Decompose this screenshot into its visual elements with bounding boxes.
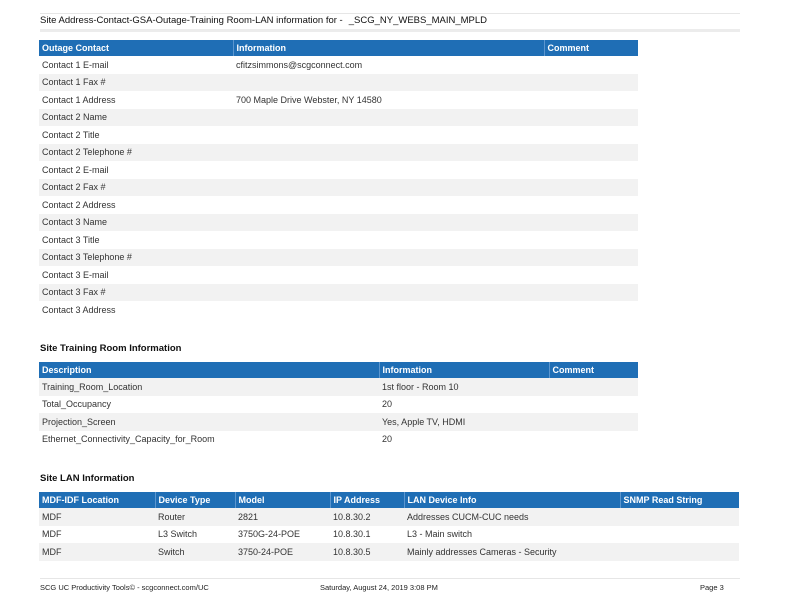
footer-rule	[40, 578, 740, 579]
table-cell	[233, 196, 544, 214]
table-cell	[233, 161, 544, 179]
col-comment: Comment	[549, 362, 638, 378]
table-cell: 700 Maple Drive Webster, NY 14580	[236, 94, 382, 105]
table-row	[39, 214, 638, 232]
table-cell: Addresses CUCM-CUC needs	[404, 508, 620, 526]
table-cell: Contact 2 Title	[42, 129, 100, 140]
col-ip-address: IP Address	[330, 492, 404, 508]
table-cell	[233, 126, 544, 144]
col-snmp-read-string: SNMP Read String	[620, 492, 739, 508]
table-cell: Switch	[155, 543, 235, 561]
table-row	[39, 231, 638, 249]
site-name: _SCG_NY_WEBS_MAIN_MPLD	[348, 15, 488, 26]
table-row	[39, 126, 638, 144]
table-cell	[620, 526, 739, 544]
table-cell	[233, 249, 544, 267]
table-cell: Router	[155, 508, 235, 526]
table-cell	[233, 144, 544, 162]
col-model: Model	[235, 492, 330, 508]
lan-header-row	[39, 492, 739, 508]
table-cell: Contact 2 Fax #	[39, 179, 233, 197]
table-row	[39, 526, 739, 544]
table-cell: L3 - Main switch	[407, 529, 473, 540]
table-cell: Total_Occupancy	[42, 399, 112, 410]
table-cell: 10.8.30.5	[330, 543, 404, 561]
lan-table	[39, 492, 739, 561]
table-cell: MDF	[42, 529, 62, 540]
table-cell	[544, 179, 638, 197]
table-row	[39, 144, 638, 162]
table-cell: Yes, Apple TV, HDMI	[379, 413, 549, 431]
table-cell: 2821	[235, 508, 330, 526]
table-cell	[549, 396, 638, 414]
table-row	[39, 413, 638, 431]
table-row	[39, 249, 638, 267]
table-cell	[544, 214, 638, 232]
training-room-table	[39, 362, 638, 448]
table-cell: 3750G-24-POE	[238, 529, 301, 540]
table-cell	[233, 231, 544, 249]
table-cell: cfitzsimmons@scgconnect.com	[236, 59, 363, 70]
table-cell	[544, 249, 638, 267]
table-cell	[544, 196, 638, 214]
table-cell	[544, 266, 638, 284]
table-row	[39, 91, 638, 109]
table-cell: MDF	[39, 543, 155, 561]
table-cell	[544, 144, 638, 162]
table-cell	[233, 74, 544, 92]
table-cell	[544, 109, 638, 127]
outage-header-row	[39, 40, 638, 56]
table-cell: Contact 3 E-mail	[42, 269, 109, 280]
table-cell: 20	[382, 399, 393, 410]
table-cell: Contact 2 Name	[39, 109, 233, 127]
table-cell: 20	[382, 434, 393, 445]
table-cell	[544, 231, 638, 249]
page-title-text: Site Address-Contact-GSA-Outage-Training Room-LAN information for -	[40, 15, 343, 26]
table-cell: 3750-24-POE	[235, 543, 330, 561]
table-cell: Training_Room_Location	[39, 378, 379, 396]
table-cell	[233, 214, 544, 232]
table-cell: MDF	[39, 508, 155, 526]
outage-contact-table	[39, 40, 638, 319]
table-cell	[233, 179, 544, 197]
table-cell: Projection_Screen	[39, 413, 379, 431]
table-cell	[544, 91, 638, 109]
table-cell	[544, 56, 638, 74]
table-row	[39, 284, 638, 302]
table-cell	[233, 109, 544, 127]
page-title	[40, 15, 487, 26]
col-information: Information	[379, 362, 549, 378]
col-lan-device-info: LAN Device Info	[404, 492, 620, 508]
table-row	[39, 543, 739, 561]
table-row	[39, 396, 638, 414]
table-cell: Contact 2 Telephone #	[39, 144, 233, 162]
table-row	[39, 301, 638, 319]
table-cell: Contact 1 E-mail	[42, 59, 109, 70]
footer-page-number: Page 3	[700, 583, 724, 592]
table-cell	[549, 413, 638, 431]
table-row	[39, 266, 638, 284]
header-bottom-rule	[40, 29, 740, 32]
table-row	[39, 378, 638, 396]
training-header-row	[39, 362, 638, 378]
col-comment: Comment	[544, 40, 638, 56]
table-cell: Contact 3 Fax #	[39, 284, 233, 302]
footer-left: SCG UC Productivity Tools© - scgconnect.com/UC	[40, 583, 209, 592]
table-cell	[549, 378, 638, 396]
table-cell	[620, 508, 739, 526]
table-row	[39, 109, 638, 127]
col-device-type: Device Type	[155, 492, 235, 508]
col-description: Description	[39, 362, 379, 378]
lan-section-title: Site LAN Information	[40, 473, 135, 484]
table-cell	[544, 74, 638, 92]
table-row	[39, 196, 638, 214]
table-cell	[544, 284, 638, 302]
table-cell	[544, 301, 638, 319]
table-cell: Ethernet_Connectivity_Capacity_for_Room	[42, 434, 215, 445]
table-row	[39, 431, 638, 449]
table-cell	[620, 543, 739, 561]
table-cell	[233, 284, 544, 302]
table-cell	[233, 301, 544, 319]
table-cell	[544, 126, 638, 144]
table-cell: L3 Switch	[158, 529, 198, 540]
table-cell: Mainly addresses Cameras - Security	[404, 543, 620, 561]
table-cell	[233, 266, 544, 284]
table-row	[39, 508, 739, 526]
table-cell: 1st floor - Room 10	[379, 378, 549, 396]
table-cell: Contact 3 Name	[39, 214, 233, 232]
table-cell: Contact 2 Address	[42, 199, 116, 210]
footer-timestamp: Saturday, August 24, 2019 3:08 PM	[320, 583, 438, 592]
table-row	[39, 161, 638, 179]
training-section-title: Site Training Room Information	[40, 343, 182, 354]
table-cell: Contact 1 Address	[42, 94, 116, 105]
col-outage-contact: Outage Contact	[39, 40, 233, 56]
header-top-rule	[40, 13, 740, 14]
table-cell: Contact 3 Telephone #	[39, 249, 233, 267]
table-row	[39, 56, 638, 74]
table-cell	[544, 161, 638, 179]
table-cell: Contact 2 E-mail	[42, 164, 109, 175]
col-mdf-idf-location: MDF-IDF Location	[39, 492, 155, 508]
table-cell: Contact 3 Address	[42, 304, 116, 315]
table-cell: 10.8.30.1	[333, 529, 371, 540]
table-row	[39, 179, 638, 197]
table-cell: 10.8.30.2	[330, 508, 404, 526]
table-row	[39, 74, 638, 92]
col-information: Information	[233, 40, 544, 56]
table-cell	[549, 431, 638, 449]
table-cell: Contact 3 Title	[42, 234, 100, 245]
table-cell: Contact 1 Fax #	[39, 74, 233, 92]
